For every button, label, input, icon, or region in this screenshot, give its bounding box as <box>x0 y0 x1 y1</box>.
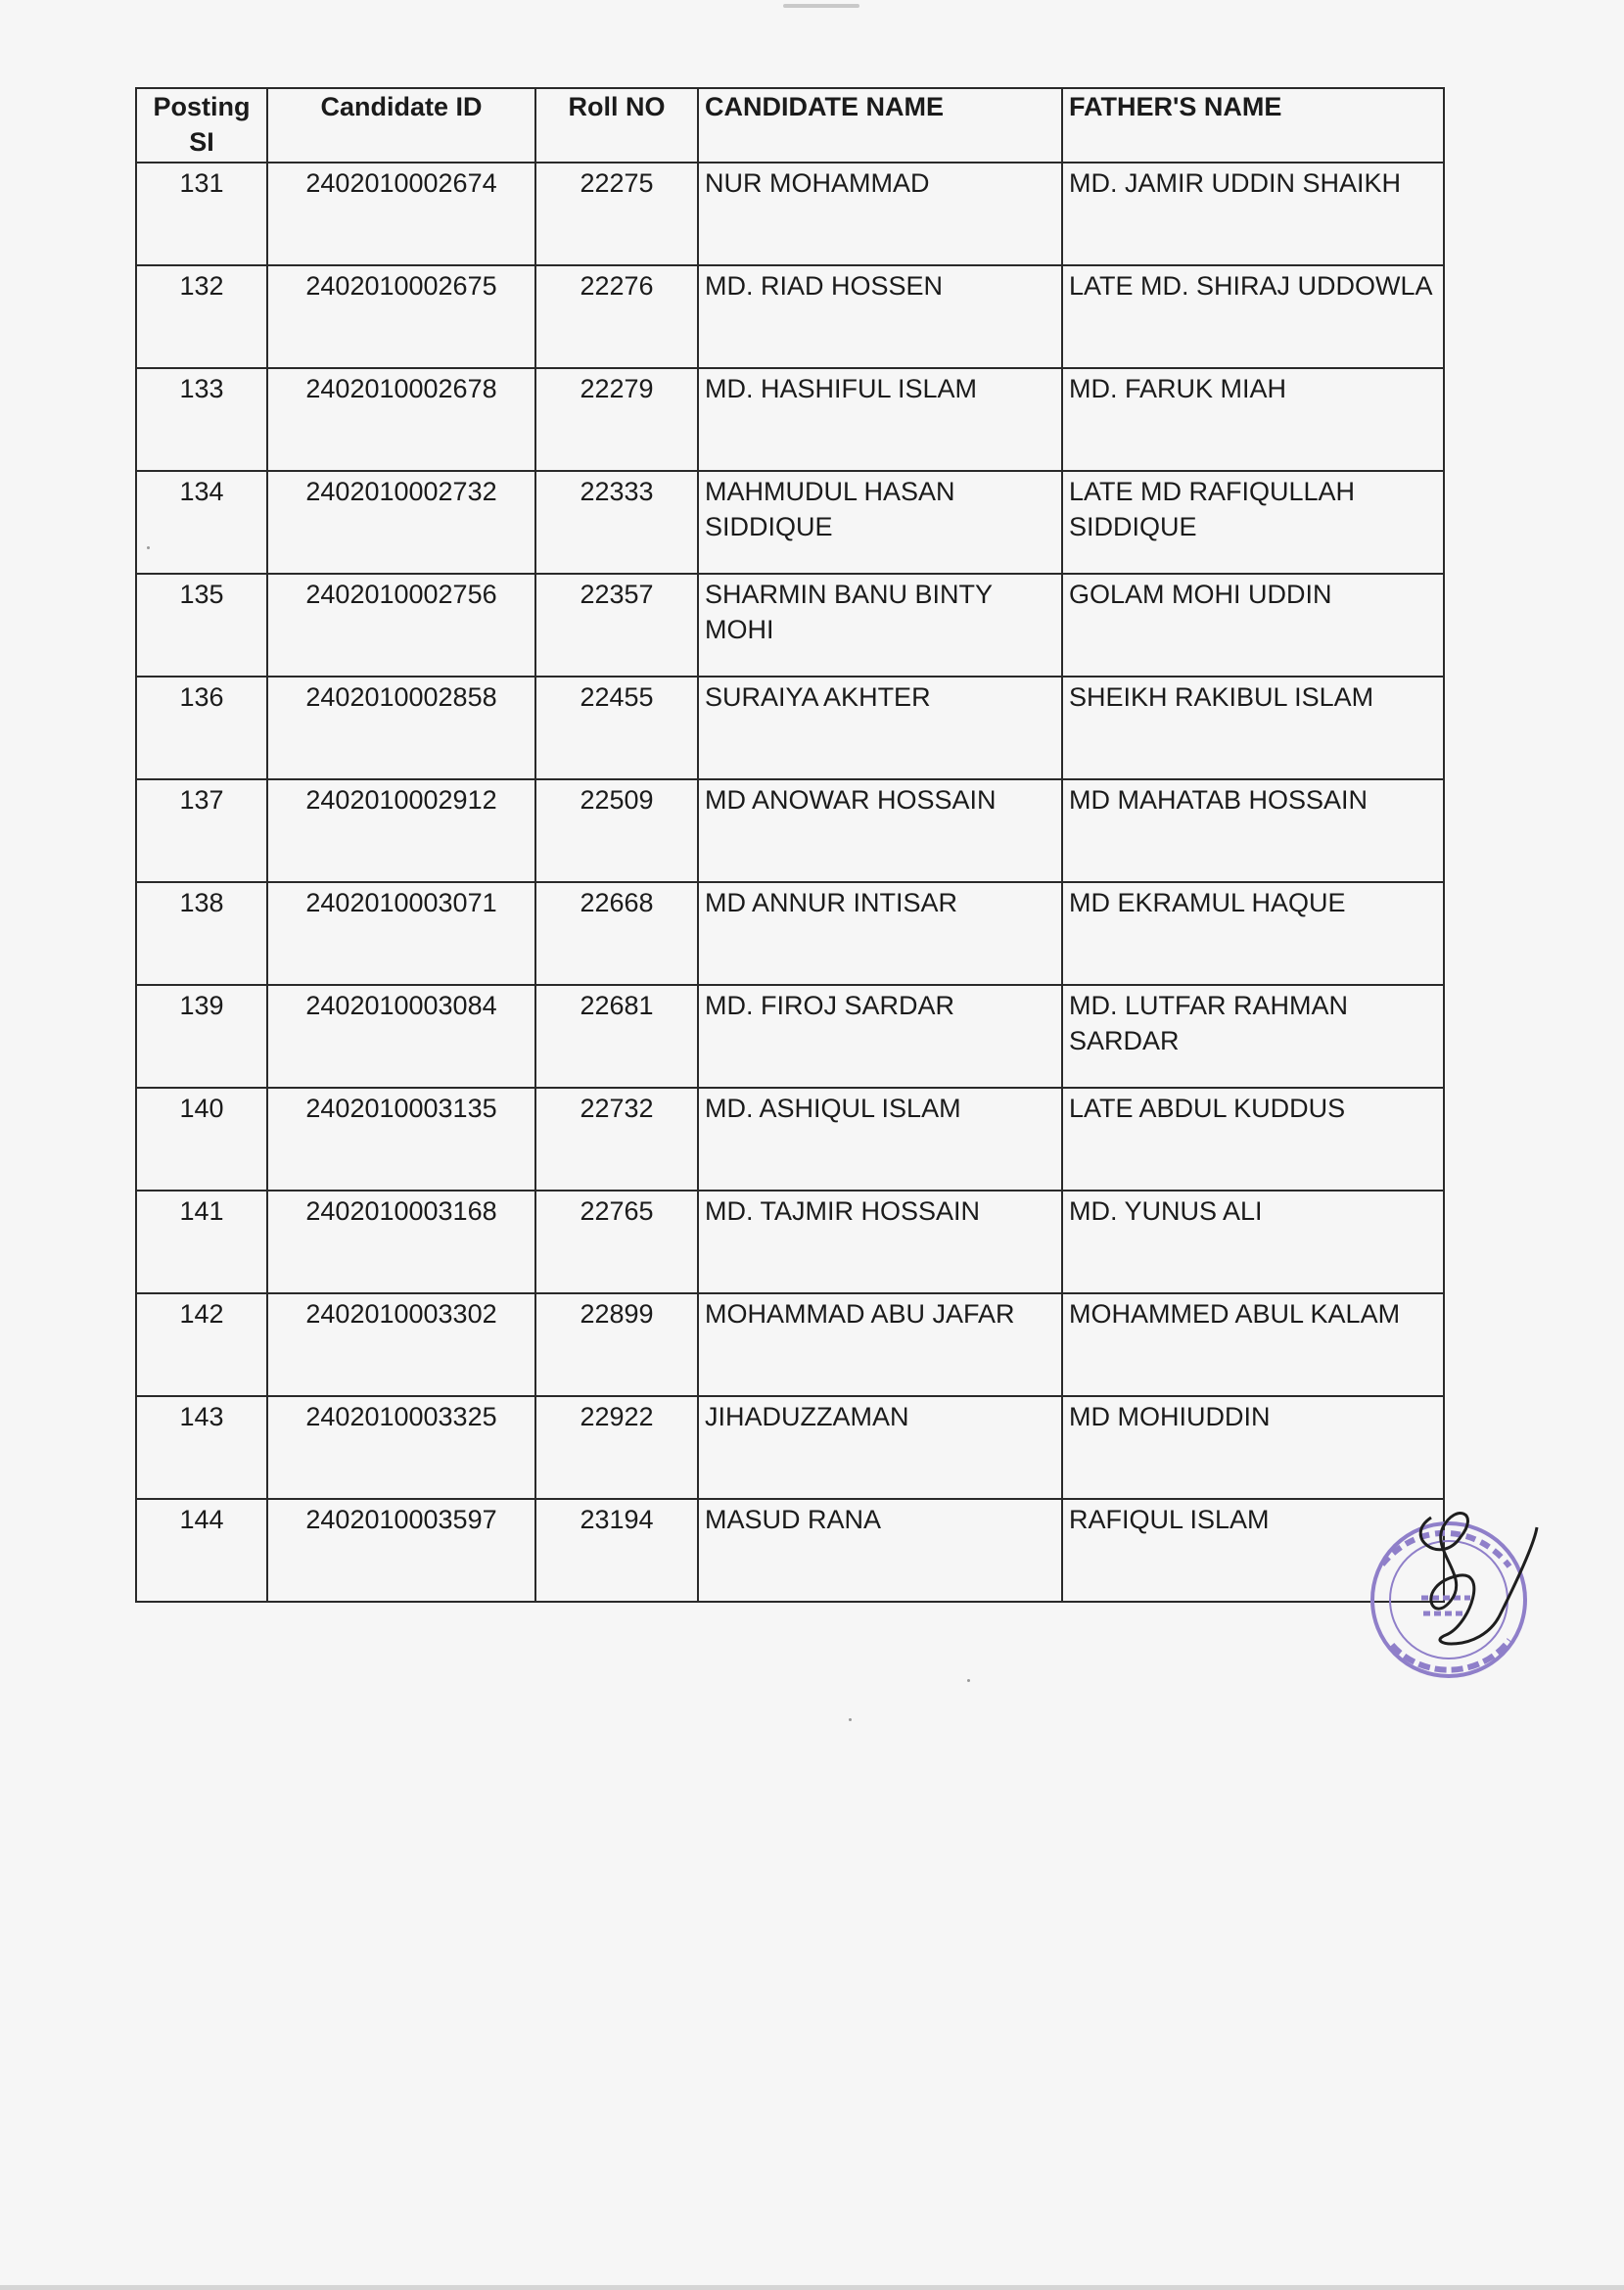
cell-roll-no: 22275 <box>535 163 698 265</box>
office-seal-stamp <box>1363 1508 1539 1684</box>
table-row <box>136 574 1444 677</box>
cell-posting-si: 138 <box>136 882 267 985</box>
cell-fathers-name: MD EKRAMUL HAQUE <box>1062 882 1444 985</box>
cell-candidate-name: MAHMUDUL HASAN SIDDIQUE <box>698 471 1062 574</box>
cell-fathers-name: MD MAHATAB HOSSAIN <box>1062 779 1444 882</box>
cell-roll-no: 22333 <box>535 471 698 574</box>
cell-fathers-name: MD MOHIUDDIN <box>1062 1396 1444 1499</box>
cell-posting-si: 141 <box>136 1191 267 1293</box>
table-row <box>136 882 1444 985</box>
cell-posting-si: 137 <box>136 779 267 882</box>
cell-fathers-name: LATE ABDUL KUDDUS <box>1062 1088 1444 1191</box>
cell-candidate-id: 2402010002756 <box>267 574 535 677</box>
cell-fathers-name: LATE MD. SHIRAJ UDDOWLA <box>1062 265 1444 368</box>
cell-candidate-id: 2402010002678 <box>267 368 535 471</box>
cell-posting-si: 143 <box>136 1396 267 1499</box>
cell-fathers-name: RAFIQUL ISLAM <box>1062 1499 1444 1602</box>
cell-candidate-name: NUR MOHAMMAD <box>698 163 1062 265</box>
cell-candidate-id: 2402010002858 <box>267 677 535 779</box>
cell-roll-no: 22279 <box>535 368 698 471</box>
cell-fathers-name: MD. LUTFAR RAHMAN SARDAR <box>1062 985 1444 1088</box>
cell-candidate-id: 2402010002912 <box>267 779 535 882</box>
cell-candidate-id: 2402010003071 <box>267 882 535 985</box>
cell-candidate-name: MD. TAJMIR HOSSAIN <box>698 1191 1062 1293</box>
cell-roll-no: 23194 <box>535 1499 698 1602</box>
cell-roll-no: 22681 <box>535 985 698 1088</box>
scan-speck <box>967 1679 970 1682</box>
cell-roll-no: 22509 <box>535 779 698 882</box>
candidate-posting-table <box>135 87 1445 1603</box>
cell-candidate-name: SHARMIN BANU BINTY MOHI <box>698 574 1062 677</box>
cell-candidate-name: SURAIYA AKHTER <box>698 677 1062 779</box>
cell-candidate-id: 2402010002674 <box>267 163 535 265</box>
cell-candidate-name: MD. ASHIQUL ISLAM <box>698 1088 1062 1191</box>
cell-candidate-name: MD. FIROJ SARDAR <box>698 985 1062 1088</box>
cell-candidate-id: 2402010002732 <box>267 471 535 574</box>
table-row <box>136 1396 1444 1499</box>
cell-fathers-name: GOLAM MOHI UDDIN <box>1062 574 1444 677</box>
cell-roll-no: 22455 <box>535 677 698 779</box>
header-fathers-name: FATHER'S NAME <box>1062 88 1444 163</box>
cell-roll-no: 22668 <box>535 882 698 985</box>
header-posting-si: Posting SI <box>136 88 267 163</box>
table-row <box>136 985 1444 1088</box>
cell-candidate-name: MD. HASHIFUL ISLAM <box>698 368 1062 471</box>
scan-speck <box>147 546 150 549</box>
cell-posting-si: 132 <box>136 265 267 368</box>
cell-posting-si: 142 <box>136 1293 267 1396</box>
cell-fathers-name: MD. YUNUS ALI <box>1062 1191 1444 1293</box>
cell-fathers-name: MD. JAMIR UDDIN SHAIKH <box>1062 163 1444 265</box>
table-row <box>136 779 1444 882</box>
table-row <box>136 163 1444 265</box>
cell-fathers-name: MOHAMMED ABUL KALAM <box>1062 1293 1444 1396</box>
table-row <box>136 1191 1444 1293</box>
page-bottom-edge <box>0 2285 1624 2290</box>
cell-roll-no: 22276 <box>535 265 698 368</box>
cell-candidate-id: 2402010003135 <box>267 1088 535 1191</box>
table-header-row <box>136 88 1444 163</box>
cell-candidate-name: JIHADUZZAMAN <box>698 1396 1062 1499</box>
table-row <box>136 1088 1444 1191</box>
cell-roll-no: 22899 <box>535 1293 698 1396</box>
cell-candidate-name: MASUD RANA <box>698 1499 1062 1602</box>
table-row <box>136 368 1444 471</box>
scan-speck <box>849 1718 852 1721</box>
cell-posting-si: 134 <box>136 471 267 574</box>
table-row <box>136 1293 1444 1396</box>
cell-candidate-id: 2402010003084 <box>267 985 535 1088</box>
cell-posting-si: 140 <box>136 1088 267 1191</box>
table-row <box>136 265 1444 368</box>
cell-fathers-name: MD. FARUK MIAH <box>1062 368 1444 471</box>
cell-fathers-name: LATE MD RAFIQULLAH SIDDIQUE <box>1062 471 1444 574</box>
cell-roll-no: 22732 <box>535 1088 698 1191</box>
table-row <box>136 677 1444 779</box>
cell-candidate-id: 2402010003168 <box>267 1191 535 1293</box>
header-roll-no: Roll NO <box>535 88 698 163</box>
table-row <box>136 471 1444 574</box>
cell-roll-no: 22357 <box>535 574 698 677</box>
cell-posting-si: 144 <box>136 1499 267 1602</box>
header-candidate-name: CANDIDATE NAME <box>698 88 1062 163</box>
cell-candidate-id: 2402010003597 <box>267 1499 535 1602</box>
cell-roll-no: 22765 <box>535 1191 698 1293</box>
cell-roll-no: 22922 <box>535 1396 698 1499</box>
cell-posting-si: 136 <box>136 677 267 779</box>
cell-candidate-id: 2402010002675 <box>267 265 535 368</box>
cell-fathers-name: SHEIKH RAKIBUL ISLAM <box>1062 677 1444 779</box>
scan-mark <box>783 4 859 8</box>
cell-posting-si: 133 <box>136 368 267 471</box>
cell-posting-si: 139 <box>136 985 267 1088</box>
table-row <box>136 1499 1444 1602</box>
cell-candidate-name: MOHAMMAD ABU JAFAR <box>698 1293 1062 1396</box>
cell-candidate-name: MD. RIAD HOSSEN <box>698 265 1062 368</box>
cell-candidate-name: MD ANNUR INTISAR <box>698 882 1062 985</box>
cell-candidate-name: MD ANOWAR HOSSAIN <box>698 779 1062 882</box>
cell-candidate-id: 2402010003325 <box>267 1396 535 1499</box>
header-candidate-id: Candidate ID <box>267 88 535 163</box>
cell-candidate-id: 2402010003302 <box>267 1293 535 1396</box>
cell-posting-si: 131 <box>136 163 267 265</box>
cell-posting-si: 135 <box>136 574 267 677</box>
